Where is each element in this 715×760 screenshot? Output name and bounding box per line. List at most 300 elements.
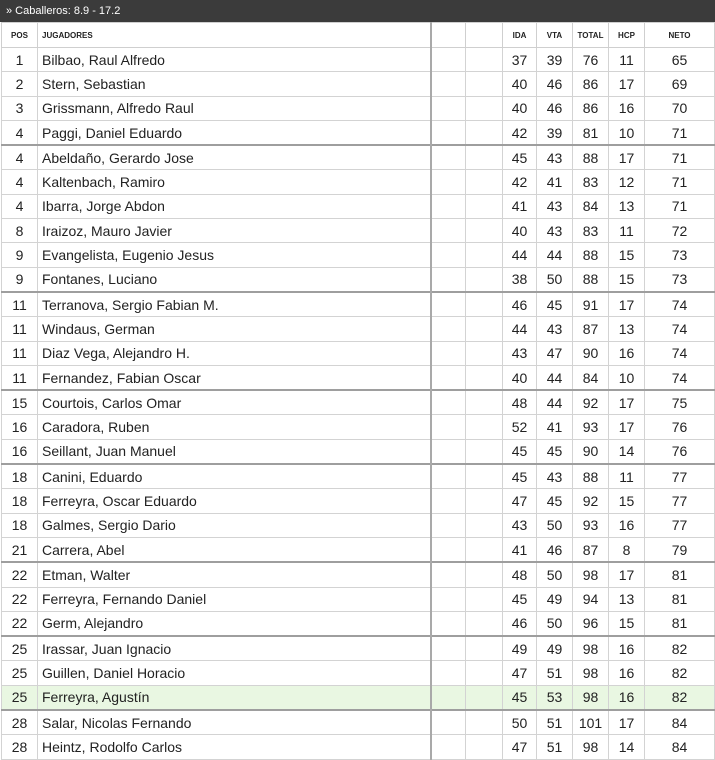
table-row	[2, 219, 715, 243]
table-row	[2, 464, 715, 489]
vta-cell: 46	[537, 72, 573, 96]
neto-cell: 76	[645, 415, 715, 439]
player-name-cell: Ibarra, Jorge Abdon	[38, 194, 431, 218]
spacer-cell	[431, 292, 466, 317]
vta-cell: 39	[537, 48, 573, 72]
spacer-cell	[466, 120, 503, 145]
table-row	[2, 120, 715, 145]
table-row	[2, 735, 715, 759]
table-row	[2, 48, 715, 72]
vta-cell: 50	[537, 267, 573, 292]
pos-cell: 22	[2, 562, 38, 587]
table-row	[2, 170, 715, 194]
neto-cell: 73	[645, 243, 715, 267]
spacer-cell	[466, 415, 503, 439]
table-row	[2, 439, 715, 464]
hcp-cell: 14	[609, 735, 645, 759]
col-spacer-1	[431, 23, 466, 48]
pos-cell: 15	[2, 390, 38, 415]
spacer-cell	[431, 243, 466, 267]
pos-cell: 9	[2, 267, 38, 292]
col-neto: NETO	[645, 23, 715, 48]
table-row	[2, 194, 715, 218]
table-row	[2, 489, 715, 513]
neto-cell: 77	[645, 489, 715, 513]
player-name-cell: Windaus, German	[38, 317, 431, 341]
vta-cell: 41	[537, 170, 573, 194]
table-row	[2, 537, 715, 562]
player-name-cell: Etman, Walter	[38, 562, 431, 587]
hcp-cell: 16	[609, 513, 645, 537]
hcp-cell: 10	[609, 120, 645, 145]
col-vta: VTA	[537, 23, 573, 48]
ida-cell: 49	[503, 636, 537, 661]
spacer-cell	[431, 267, 466, 292]
table-row	[2, 390, 715, 415]
table-row	[2, 611, 715, 636]
player-name-cell: Heintz, Rodolfo Carlos	[38, 735, 431, 759]
ida-cell: 41	[503, 537, 537, 562]
table-row	[2, 685, 715, 710]
spacer-cell	[431, 317, 466, 341]
player-name-cell: Fernandez, Fabian Oscar	[38, 365, 431, 390]
player-name-cell: Caradora, Ruben	[38, 415, 431, 439]
ida-cell: 40	[503, 219, 537, 243]
col-pos: POS	[2, 23, 38, 48]
hcp-cell: 17	[609, 72, 645, 96]
hcp-cell: 17	[609, 710, 645, 735]
spacer-cell	[466, 661, 503, 685]
neto-cell: 84	[645, 735, 715, 759]
neto-cell: 82	[645, 685, 715, 710]
total-cell: 96	[573, 611, 609, 636]
total-cell: 91	[573, 292, 609, 317]
ida-cell: 43	[503, 513, 537, 537]
vta-cell: 51	[537, 710, 573, 735]
ida-cell: 43	[503, 341, 537, 365]
player-name-cell: Fontanes, Luciano	[38, 267, 431, 292]
neto-cell: 69	[645, 72, 715, 96]
ida-cell: 44	[503, 243, 537, 267]
spacer-cell	[466, 145, 503, 170]
neto-cell: 73	[645, 267, 715, 292]
neto-cell: 74	[645, 341, 715, 365]
pos-cell: 25	[2, 661, 38, 685]
spacer-cell	[466, 513, 503, 537]
table-row	[2, 587, 715, 611]
ida-cell: 46	[503, 292, 537, 317]
spacer-cell	[431, 685, 466, 710]
neto-cell: 74	[645, 317, 715, 341]
hcp-cell: 8	[609, 537, 645, 562]
player-name-cell: Abeldaño, Gerardo Jose	[38, 145, 431, 170]
spacer-cell	[431, 735, 466, 759]
vta-cell: 44	[537, 390, 573, 415]
spacer-cell	[466, 439, 503, 464]
vta-cell: 50	[537, 611, 573, 636]
table-header-row	[2, 23, 715, 48]
pos-cell: 18	[2, 513, 38, 537]
spacer-cell	[466, 365, 503, 390]
ida-cell: 47	[503, 489, 537, 513]
hcp-cell: 15	[609, 267, 645, 292]
ida-cell: 42	[503, 170, 537, 194]
total-cell: 93	[573, 513, 609, 537]
spacer-cell	[431, 661, 466, 685]
vta-cell: 46	[537, 537, 573, 562]
table-row	[2, 562, 715, 587]
player-name-cell: Evangelista, Eugenio Jesus	[38, 243, 431, 267]
ida-cell: 45	[503, 464, 537, 489]
spacer-cell	[431, 96, 466, 120]
col-spacer-2	[466, 23, 503, 48]
hcp-cell: 12	[609, 170, 645, 194]
ida-cell: 42	[503, 120, 537, 145]
vta-cell: 51	[537, 735, 573, 759]
table-row	[2, 636, 715, 661]
total-cell: 88	[573, 267, 609, 292]
ida-cell: 40	[503, 96, 537, 120]
pos-cell: 3	[2, 96, 38, 120]
hcp-cell: 11	[609, 219, 645, 243]
pos-cell: 18	[2, 464, 38, 489]
pos-cell: 4	[2, 145, 38, 170]
spacer-cell	[466, 48, 503, 72]
hcp-cell: 17	[609, 292, 645, 317]
spacer-cell	[466, 72, 503, 96]
player-name-cell: Ferreyra, Agustín	[38, 685, 431, 710]
hcp-cell: 10	[609, 365, 645, 390]
spacer-cell	[431, 341, 466, 365]
spacer-cell	[431, 390, 466, 415]
table-row	[2, 243, 715, 267]
neto-cell: 84	[645, 710, 715, 735]
total-cell: 90	[573, 439, 609, 464]
neto-cell: 75	[645, 390, 715, 415]
pos-cell: 4	[2, 194, 38, 218]
neto-cell: 79	[645, 537, 715, 562]
neto-cell: 74	[645, 292, 715, 317]
spacer-cell	[466, 96, 503, 120]
hcp-cell: 15	[609, 243, 645, 267]
table-row	[2, 513, 715, 537]
spacer-cell	[431, 562, 466, 587]
spacer-cell	[431, 365, 466, 390]
hcp-cell: 16	[609, 685, 645, 710]
table-row	[2, 267, 715, 292]
ida-cell: 37	[503, 48, 537, 72]
ida-cell: 45	[503, 145, 537, 170]
player-name-cell: Terranova, Sergio Fabian M.	[38, 292, 431, 317]
vta-cell: 44	[537, 365, 573, 390]
total-cell: 83	[573, 219, 609, 243]
ida-cell: 45	[503, 587, 537, 611]
total-cell: 86	[573, 96, 609, 120]
col-jugadores: JUGADORES	[38, 23, 431, 48]
spacer-cell	[431, 170, 466, 194]
pos-cell: 25	[2, 685, 38, 710]
spacer-cell	[466, 636, 503, 661]
ida-cell: 45	[503, 685, 537, 710]
neto-cell: 71	[645, 194, 715, 218]
ida-cell: 48	[503, 562, 537, 587]
table-row	[2, 96, 715, 120]
vta-cell: 43	[537, 219, 573, 243]
pos-cell: 1	[2, 48, 38, 72]
ida-cell: 41	[503, 194, 537, 218]
pos-cell: 11	[2, 292, 38, 317]
player-name-cell: Grissmann, Alfredo Raul	[38, 96, 431, 120]
neto-cell: 81	[645, 587, 715, 611]
hcp-cell: 13	[609, 317, 645, 341]
spacer-cell	[466, 710, 503, 735]
vta-cell: 39	[537, 120, 573, 145]
total-cell: 87	[573, 317, 609, 341]
pos-cell: 9	[2, 243, 38, 267]
pos-cell: 16	[2, 439, 38, 464]
player-name-cell: Salar, Nicolas Fernando	[38, 710, 431, 735]
spacer-cell	[431, 145, 466, 170]
player-name-cell: Bilbao, Raul Alfredo	[38, 48, 431, 72]
player-name-cell: Germ, Alejandro	[38, 611, 431, 636]
total-cell: 101	[573, 710, 609, 735]
total-cell: 98	[573, 562, 609, 587]
hcp-cell: 11	[609, 464, 645, 489]
player-name-cell: Iraizoz, Mauro Javier	[38, 219, 431, 243]
vta-cell: 43	[537, 145, 573, 170]
pos-cell: 22	[2, 587, 38, 611]
pos-cell: 4	[2, 120, 38, 145]
pos-cell: 11	[2, 365, 38, 390]
vta-cell: 43	[537, 464, 573, 489]
vta-cell: 43	[537, 317, 573, 341]
hcp-cell: 16	[609, 661, 645, 685]
spacer-cell	[431, 439, 466, 464]
pos-cell: 28	[2, 710, 38, 735]
neto-cell: 72	[645, 219, 715, 243]
player-name-cell: Guillen, Daniel Horacio	[38, 661, 431, 685]
spacer-cell	[466, 170, 503, 194]
ida-cell: 52	[503, 415, 537, 439]
total-cell: 98	[573, 661, 609, 685]
total-cell: 98	[573, 735, 609, 759]
vta-cell: 53	[537, 685, 573, 710]
total-cell: 83	[573, 170, 609, 194]
player-name-cell: Stern, Sebastian	[38, 72, 431, 96]
spacer-cell	[431, 636, 466, 661]
vta-cell: 46	[537, 96, 573, 120]
player-name-cell: Seillant, Juan Manuel	[38, 439, 431, 464]
player-name-cell: Carrera, Abel	[38, 537, 431, 562]
neto-cell: 77	[645, 464, 715, 489]
total-cell: 98	[573, 636, 609, 661]
spacer-cell	[466, 537, 503, 562]
table-row	[2, 415, 715, 439]
neto-cell: 82	[645, 636, 715, 661]
hcp-cell: 14	[609, 439, 645, 464]
neto-cell: 71	[645, 170, 715, 194]
player-name-cell: Galmes, Sergio Dario	[38, 513, 431, 537]
ida-cell: 48	[503, 390, 537, 415]
table-row	[2, 317, 715, 341]
spacer-cell	[466, 317, 503, 341]
total-cell: 98	[573, 685, 609, 710]
vta-cell: 51	[537, 661, 573, 685]
spacer-cell	[431, 194, 466, 218]
total-cell: 88	[573, 243, 609, 267]
spacer-cell	[431, 464, 466, 489]
pos-cell: 16	[2, 415, 38, 439]
spacer-cell	[431, 120, 466, 145]
neto-cell: 71	[645, 120, 715, 145]
neto-cell: 77	[645, 513, 715, 537]
vta-cell: 49	[537, 587, 573, 611]
vta-cell: 44	[537, 243, 573, 267]
col-hcp: HCP	[609, 23, 645, 48]
neto-cell: 70	[645, 96, 715, 120]
hcp-cell: 15	[609, 489, 645, 513]
pos-cell: 28	[2, 735, 38, 759]
spacer-cell	[466, 219, 503, 243]
pos-cell: 25	[2, 636, 38, 661]
vta-cell: 41	[537, 415, 573, 439]
total-cell: 94	[573, 587, 609, 611]
col-total: TOTAL	[573, 23, 609, 48]
spacer-cell	[431, 415, 466, 439]
neto-cell: 81	[645, 562, 715, 587]
spacer-cell	[466, 267, 503, 292]
spacer-cell	[466, 194, 503, 218]
table-row	[2, 341, 715, 365]
pos-cell: 2	[2, 72, 38, 96]
neto-cell: 74	[645, 365, 715, 390]
ida-cell: 45	[503, 439, 537, 464]
player-name-cell: Paggi, Daniel Eduardo	[38, 120, 431, 145]
pos-cell: 11	[2, 341, 38, 365]
hcp-cell: 17	[609, 415, 645, 439]
spacer-cell	[466, 243, 503, 267]
hcp-cell: 17	[609, 390, 645, 415]
total-cell: 88	[573, 145, 609, 170]
neto-cell: 71	[645, 145, 715, 170]
hcp-cell: 16	[609, 341, 645, 365]
total-cell: 93	[573, 415, 609, 439]
table-row	[2, 661, 715, 685]
col-ida: IDA	[503, 23, 537, 48]
table-row	[2, 292, 715, 317]
table-row	[2, 145, 715, 170]
total-cell: 86	[573, 72, 609, 96]
hcp-cell: 13	[609, 194, 645, 218]
spacer-cell	[466, 489, 503, 513]
spacer-cell	[466, 611, 503, 636]
leaderboard-table	[1, 22, 715, 760]
pos-cell: 8	[2, 219, 38, 243]
hcp-cell: 17	[609, 562, 645, 587]
total-cell: 90	[573, 341, 609, 365]
ida-cell: 44	[503, 317, 537, 341]
spacer-cell	[431, 72, 466, 96]
spacer-cell	[466, 390, 503, 415]
ida-cell: 46	[503, 611, 537, 636]
spacer-cell	[466, 587, 503, 611]
ida-cell: 47	[503, 735, 537, 759]
spacer-cell	[466, 292, 503, 317]
hcp-cell: 11	[609, 48, 645, 72]
ida-cell: 47	[503, 661, 537, 685]
vta-cell: 45	[537, 292, 573, 317]
player-name-cell: Canini, Eduardo	[38, 464, 431, 489]
ida-cell: 50	[503, 710, 537, 735]
pos-cell: 11	[2, 317, 38, 341]
spacer-cell	[466, 464, 503, 489]
vta-cell: 49	[537, 636, 573, 661]
spacer-cell	[431, 513, 466, 537]
spacer-cell	[466, 685, 503, 710]
vta-cell: 45	[537, 439, 573, 464]
spacer-cell	[466, 341, 503, 365]
table-row	[2, 365, 715, 390]
total-cell: 92	[573, 489, 609, 513]
player-name-cell: Ferreyra, Oscar Eduardo	[38, 489, 431, 513]
table-row	[2, 710, 715, 735]
hcp-cell: 16	[609, 96, 645, 120]
pos-cell: 22	[2, 611, 38, 636]
hcp-cell: 17	[609, 145, 645, 170]
total-cell: 84	[573, 194, 609, 218]
vta-cell: 50	[537, 513, 573, 537]
ida-cell: 40	[503, 72, 537, 96]
ida-cell: 38	[503, 267, 537, 292]
spacer-cell	[466, 562, 503, 587]
hcp-cell: 13	[609, 587, 645, 611]
neto-cell: 81	[645, 611, 715, 636]
table-row	[2, 72, 715, 96]
player-name-cell: Irassar, Juan Ignacio	[38, 636, 431, 661]
neto-cell: 82	[645, 661, 715, 685]
spacer-cell	[431, 710, 466, 735]
total-cell: 81	[573, 120, 609, 145]
ida-cell: 40	[503, 365, 537, 390]
total-cell: 88	[573, 464, 609, 489]
vta-cell: 43	[537, 194, 573, 218]
spacer-cell	[431, 48, 466, 72]
vta-cell: 45	[537, 489, 573, 513]
neto-cell: 76	[645, 439, 715, 464]
vta-cell: 50	[537, 562, 573, 587]
player-name-cell: Kaltenbach, Ramiro	[38, 170, 431, 194]
neto-cell: 65	[645, 48, 715, 72]
spacer-cell	[431, 611, 466, 636]
vta-cell: 47	[537, 341, 573, 365]
total-cell: 87	[573, 537, 609, 562]
pos-cell: 18	[2, 489, 38, 513]
total-cell: 92	[573, 390, 609, 415]
spacer-cell	[466, 735, 503, 759]
total-cell: 84	[573, 365, 609, 390]
pos-cell: 4	[2, 170, 38, 194]
spacer-cell	[431, 219, 466, 243]
player-name-cell: Diaz Vega, Alejandro H.	[38, 341, 431, 365]
spacer-cell	[431, 489, 466, 513]
section-title: » Caballeros: 8.9 - 17.2	[0, 0, 715, 22]
player-name-cell: Ferreyra, Fernando Daniel	[38, 587, 431, 611]
total-cell: 76	[573, 48, 609, 72]
spacer-cell	[431, 587, 466, 611]
hcp-cell: 16	[609, 636, 645, 661]
hcp-cell: 15	[609, 611, 645, 636]
spacer-cell	[431, 537, 466, 562]
